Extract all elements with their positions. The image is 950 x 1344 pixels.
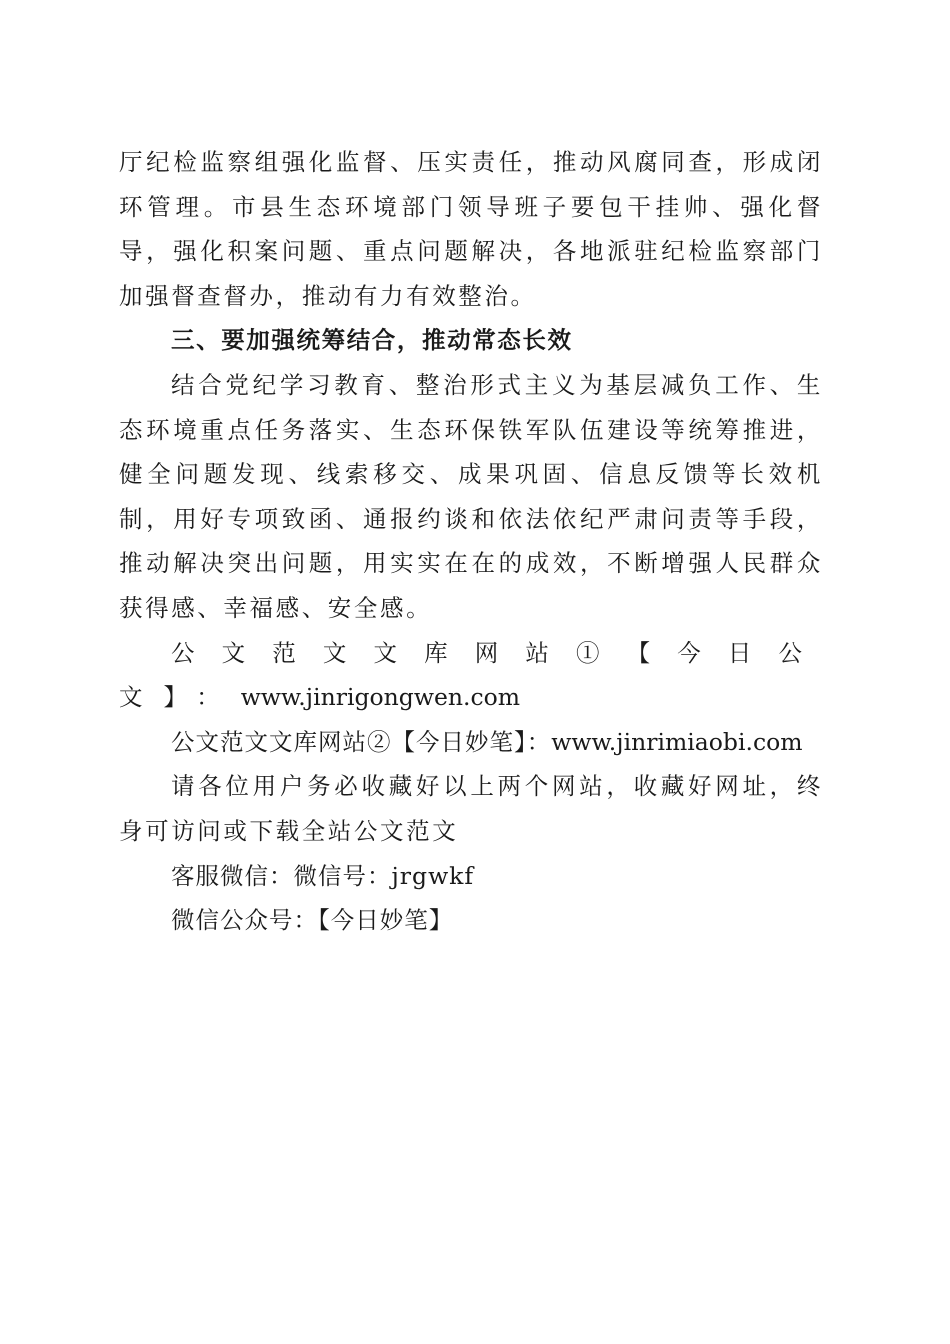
site-link-2: [119, 720, 823, 765]
bookmark-notice: 请各位用户务必收藏好以上两个网站，收藏好网址，终身可访问或下载全站公文范文: [119, 772, 823, 845]
site-link-1: [119, 631, 823, 720]
wechat-public-line: 微信公众号：【今日妙笔】: [171, 906, 454, 935]
paragraph-continuation: 厅纪检监察组强化监督、压实责任，推动风腐同查，形成闭环管理。市县生态环境部门领导班子要包干挂帅、强化督导，强化积案问题、重点问题解决，各地派驻纪检监察部门加强督查督办，推动有力有效整治。: [119, 148, 823, 310]
site-link-1-url[interactable]: www.jinrigongwen.com: [240, 683, 521, 712]
wechat-service-line: 客服微信：微信号：jrgwkf: [171, 861, 475, 890]
document-page: [119, 140, 823, 943]
site-link-2-url[interactable]: www.jinrimiaobi.com: [551, 727, 803, 756]
site-link-2-label: 公文范文文库网站②【今日妙笔】：: [171, 727, 552, 756]
site-link-1-label: 公文范文文库网站①【今日公文】：: [119, 638, 823, 712]
section-heading-3: 三、要加强统筹结合，推动常态长效: [171, 326, 573, 355]
paragraph-section-3: 结合党纪学习教育、整治形式主义为基层减负工作、生态环境重点任务落实、生态环保铁军队伍建设等统筹推进，健全问题发现、线索移交、成果巩固、信息反馈等长效机制，用好专项致函、通报约谈和依法依纪严肃问责等手段，推动解决突出问题，用实实在在的成效，不断增强人民群众获得感、幸福感、安全感。: [119, 370, 823, 622]
